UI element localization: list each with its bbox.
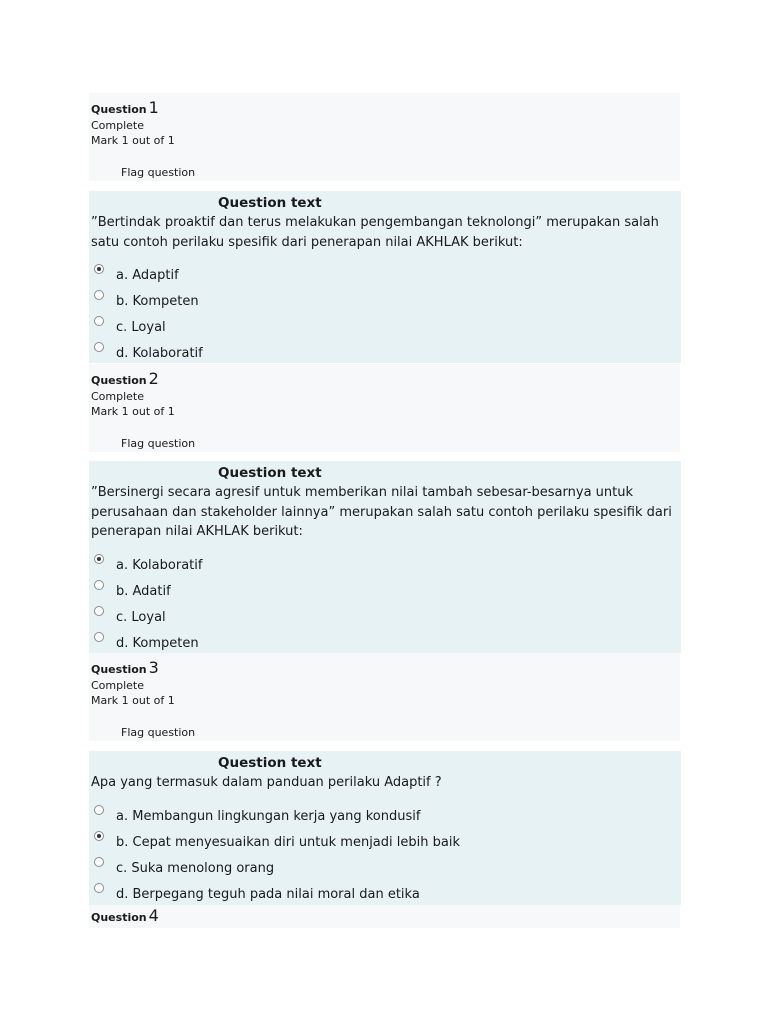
radio-button[interactable] bbox=[94, 342, 104, 352]
flag-question-link[interactable]: Flag question bbox=[121, 726, 196, 739]
radio-button[interactable] bbox=[94, 580, 104, 590]
flag-question-link[interactable]: Flag question bbox=[121, 437, 196, 450]
question-text-heading: Question text bbox=[218, 465, 322, 481]
answer-option[interactable] bbox=[91, 805, 681, 831]
radio-button[interactable] bbox=[94, 632, 104, 642]
answer-option[interactable] bbox=[91, 316, 681, 342]
question-label: Question bbox=[91, 103, 147, 116]
question-grade: Mark 1 out of 1 bbox=[91, 694, 175, 707]
question-text: ”Bertindak proaktif dan terus melakukan pengembangan teknolongi” merupakan salah satu contoh perilaku spesifik dari penerapan nilai AKHLAK berikut: bbox=[91, 215, 659, 250]
question-state: Complete bbox=[91, 679, 145, 692]
question-info bbox=[89, 905, 680, 928]
answer-label: a. Membangun lingkungan kerja yang kondusif bbox=[116, 808, 421, 824]
question-number bbox=[91, 907, 680, 926]
answer-option[interactable] bbox=[91, 264, 681, 290]
answer-option[interactable] bbox=[91, 290, 681, 316]
question-text: Apa yang termasuk dalam panduan perilaku Adaptif ? bbox=[91, 775, 442, 790]
radio-button[interactable] bbox=[94, 316, 104, 326]
answer-label: d. Berpegang teguh pada nilai moral dan etika bbox=[116, 886, 420, 902]
answer-label: a. Adaptif bbox=[116, 268, 179, 283]
answer-label: b. Adatif bbox=[116, 583, 171, 599]
answer-option[interactable] bbox=[91, 831, 681, 857]
radio-button[interactable] bbox=[94, 264, 104, 274]
radio-button[interactable] bbox=[94, 805, 104, 815]
question-info bbox=[89, 653, 680, 741]
question-text-heading: Question text bbox=[218, 755, 322, 771]
answer-list bbox=[91, 805, 681, 909]
question-label: Question bbox=[91, 911, 147, 924]
question-text-heading: Question text bbox=[218, 195, 322, 211]
answer-option[interactable] bbox=[91, 606, 681, 632]
answer-option[interactable] bbox=[91, 554, 681, 580]
answer-label: a. Kolaboratif bbox=[116, 557, 203, 573]
answer-option[interactable] bbox=[91, 580, 681, 606]
question-info bbox=[89, 93, 680, 181]
question-info bbox=[89, 364, 680, 452]
question-state: Complete bbox=[91, 119, 145, 132]
flag-question-link[interactable]: Flag question bbox=[121, 166, 196, 179]
question-number bbox=[91, 659, 680, 678]
answer-label: d. Kolaboratif bbox=[116, 346, 203, 361]
question-content bbox=[89, 751, 681, 905]
answer-list bbox=[91, 554, 681, 658]
answer-label: b. Kompeten bbox=[116, 294, 199, 309]
radio-button[interactable] bbox=[94, 554, 104, 564]
radio-button[interactable] bbox=[94, 831, 104, 841]
radio-button[interactable] bbox=[94, 883, 104, 893]
radio-button[interactable] bbox=[94, 290, 104, 300]
answer-label: d. Kompeten bbox=[116, 635, 199, 651]
question-num: 4 bbox=[148, 906, 159, 925]
answer-option[interactable] bbox=[91, 857, 681, 883]
question-number bbox=[91, 99, 680, 118]
question-content bbox=[89, 191, 681, 363]
answer-label: c. Loyal bbox=[116, 320, 166, 335]
answer-list bbox=[91, 264, 681, 368]
answer-label: c. Suka menolong orang bbox=[116, 860, 275, 876]
question-label: Question bbox=[91, 663, 147, 676]
question-label: Question bbox=[91, 374, 147, 387]
question-num: 3 bbox=[148, 658, 159, 677]
radio-button[interactable] bbox=[94, 606, 104, 616]
question-grade: Mark 1 out of 1 bbox=[91, 405, 175, 418]
question-num: 1 bbox=[148, 98, 159, 117]
question-state: Complete bbox=[91, 390, 145, 403]
radio-button[interactable] bbox=[94, 857, 104, 867]
question-grade: Mark 1 out of 1 bbox=[91, 134, 175, 147]
question-content bbox=[89, 461, 681, 653]
question-num: 2 bbox=[148, 369, 159, 388]
question-number bbox=[91, 370, 680, 389]
answer-label: b. Cepat menyesuaikan diri untuk menjadi lebih baik bbox=[116, 834, 460, 850]
answer-label: c. Loyal bbox=[116, 609, 166, 625]
question-text: ”Bersinergi secara agresif untuk memberikan nilai tambah sebesar-besarnya untuk perusahaan dan stakeholder lainnya” merupakan salah satu contoh perilaku spesifik dari penerapan nilai AKHLAK berikut: bbox=[91, 485, 672, 539]
